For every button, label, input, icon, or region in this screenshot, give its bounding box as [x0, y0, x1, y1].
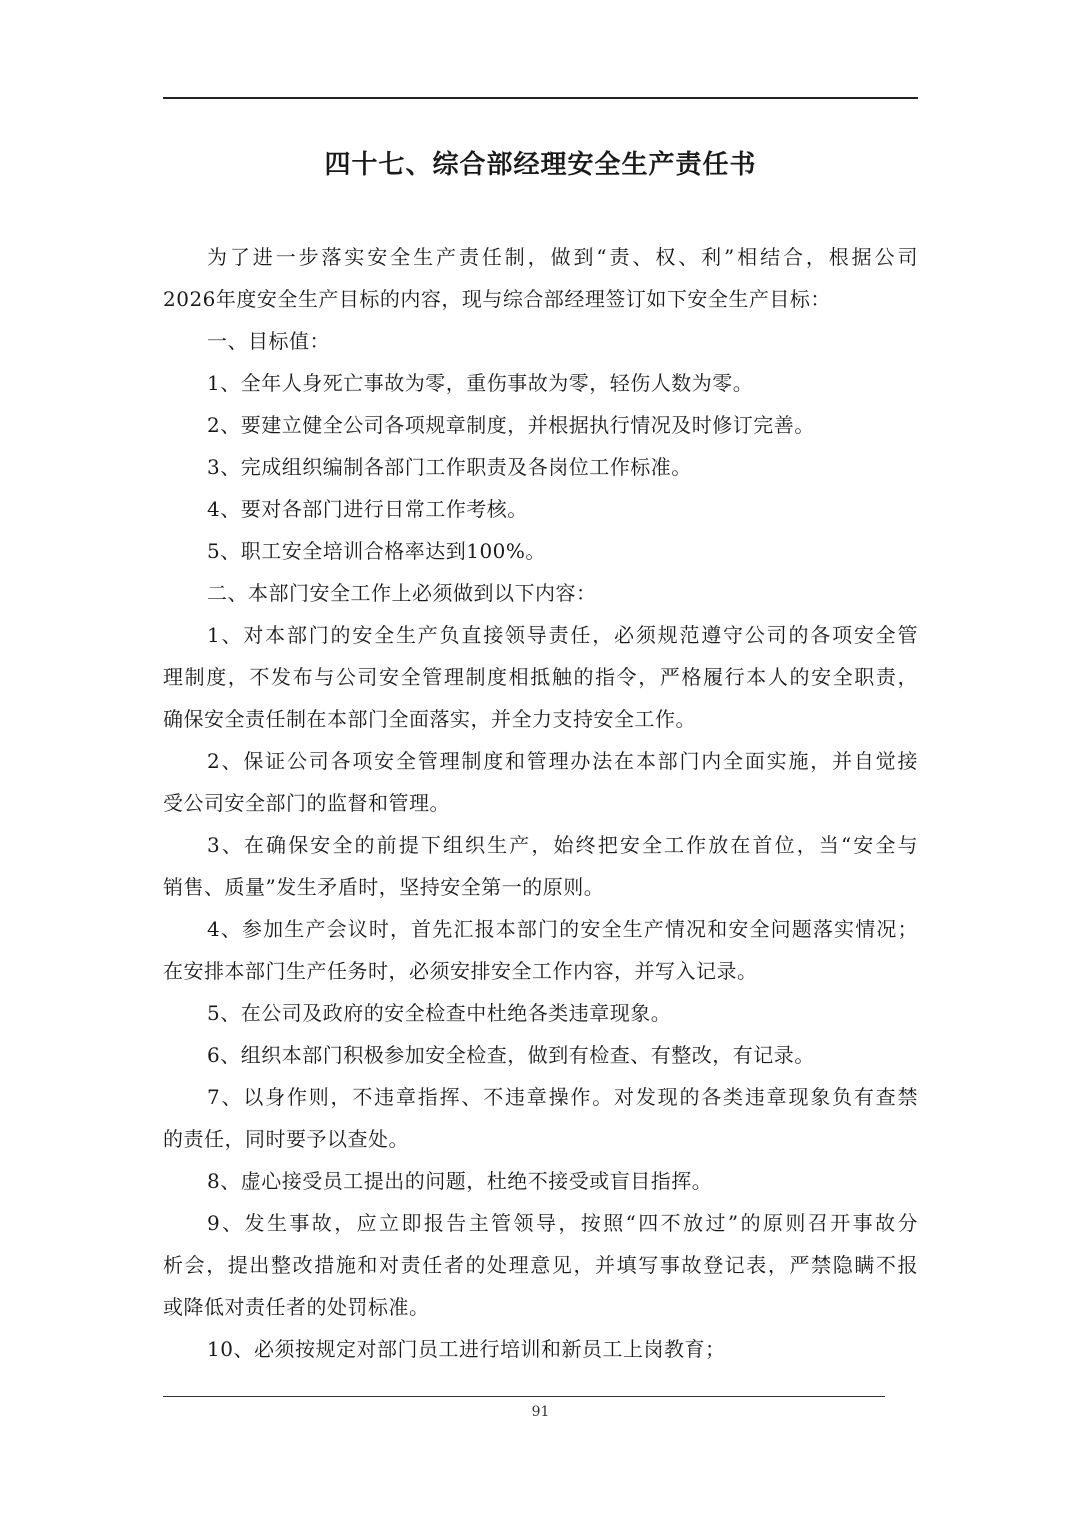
paragraph-line: 2026年度安全生产目标的内容，现与综合部经理签订如下安全生产目标： — [163, 287, 831, 311]
list-item: 9、发生事故，应立即报告主管领导，按照“四不放过”的原则召开事故分 — [207, 1211, 918, 1235]
document-title: 四十七、综合部经理安全生产责任书 — [324, 150, 757, 180]
list-item: 2、保证公司各项安全管理制度和管理办法在本部门内全面实施，并自觉接 — [207, 749, 918, 773]
list-item: 10、必须按规定对部门员工进行培训和新员工上岗教育； — [207, 1337, 726, 1361]
list-item-continuation: 销售、质量”发生矛盾时，坚持安全第一的原则。 — [163, 875, 605, 899]
list-item: 6、组织本部门积极参加安全检查，做到有检查、有整改，有记录。 — [207, 1043, 815, 1067]
list-item: 8、虚心接受员工提出的问题，杜绝不接受或盲目指挥。 — [207, 1169, 713, 1193]
list-item: 4、要对各部门进行日常工作考核。 — [207, 497, 528, 521]
list-item-continuation: 或降低对责任者的处罚标准。 — [163, 1295, 430, 1319]
list-item: 5、在公司及政府的安全检查中杜绝各类违章现象。 — [207, 1001, 672, 1025]
list-item-continuation: 在安排本部门生产任务时，必须安排安全工作内容，并写入记录。 — [163, 959, 758, 983]
list-item: 3、在确保安全的前提下组织生产，始终把安全工作放在首位，当“安全与 — [207, 833, 918, 857]
list-item: 2、要建立健全公司各项规章制度，并根据执行情况及时修订完善。 — [207, 413, 815, 437]
list-item-continuation: 受公司安全部门的监督和管理。 — [163, 791, 450, 815]
section-heading: 一、目标值： — [207, 329, 330, 353]
list-item: 1、对本部门的安全生产负直接领导责任，必须规范遵守公司的各项安全管 — [207, 623, 918, 647]
header-rule — [163, 97, 918, 99]
paragraph-line: 为了进一步落实安全生产责任制，做到“责、权、利”相结合，根据公司 — [207, 245, 918, 269]
footer-rule — [163, 1396, 885, 1397]
list-item: 3、完成组织编制各部门工作职责及各岗位工作标准。 — [207, 455, 692, 479]
list-item-continuation: 理制度，不发布与公司安全管理制度相抵触的指令，严格履行本人的安全职责， — [163, 665, 918, 689]
list-item: 5、职工安全培训合格率达到100%。 — [207, 539, 546, 563]
list-item-continuation: 析会，提出整改措施和对责任者的处理意见，并填写事故登记表，严禁隐瞒不报 — [163, 1253, 918, 1277]
list-item: 4、参加生产会议时，首先汇报本部门的安全生产情况和安全问题落实情况； — [207, 917, 918, 941]
page-number: 91 — [531, 1404, 550, 1420]
section-heading: 二、本部门安全工作上必须做到以下内容： — [207, 581, 597, 605]
list-item-continuation: 的责任，同时要予以查处。 — [163, 1127, 409, 1151]
list-item: 1、全年人身死亡事故为零，重伤事故为零，轻伤人数为零。 — [207, 371, 754, 395]
list-item: 7、以身作则，不违章指挥、不违章操作。对发现的各类违章现象负有查禁 — [207, 1085, 918, 1109]
document-body — [163, 236, 918, 1370]
list-item-continuation: 确保安全责任制在本部门全面落实，并全力支持安全工作。 — [163, 707, 696, 731]
